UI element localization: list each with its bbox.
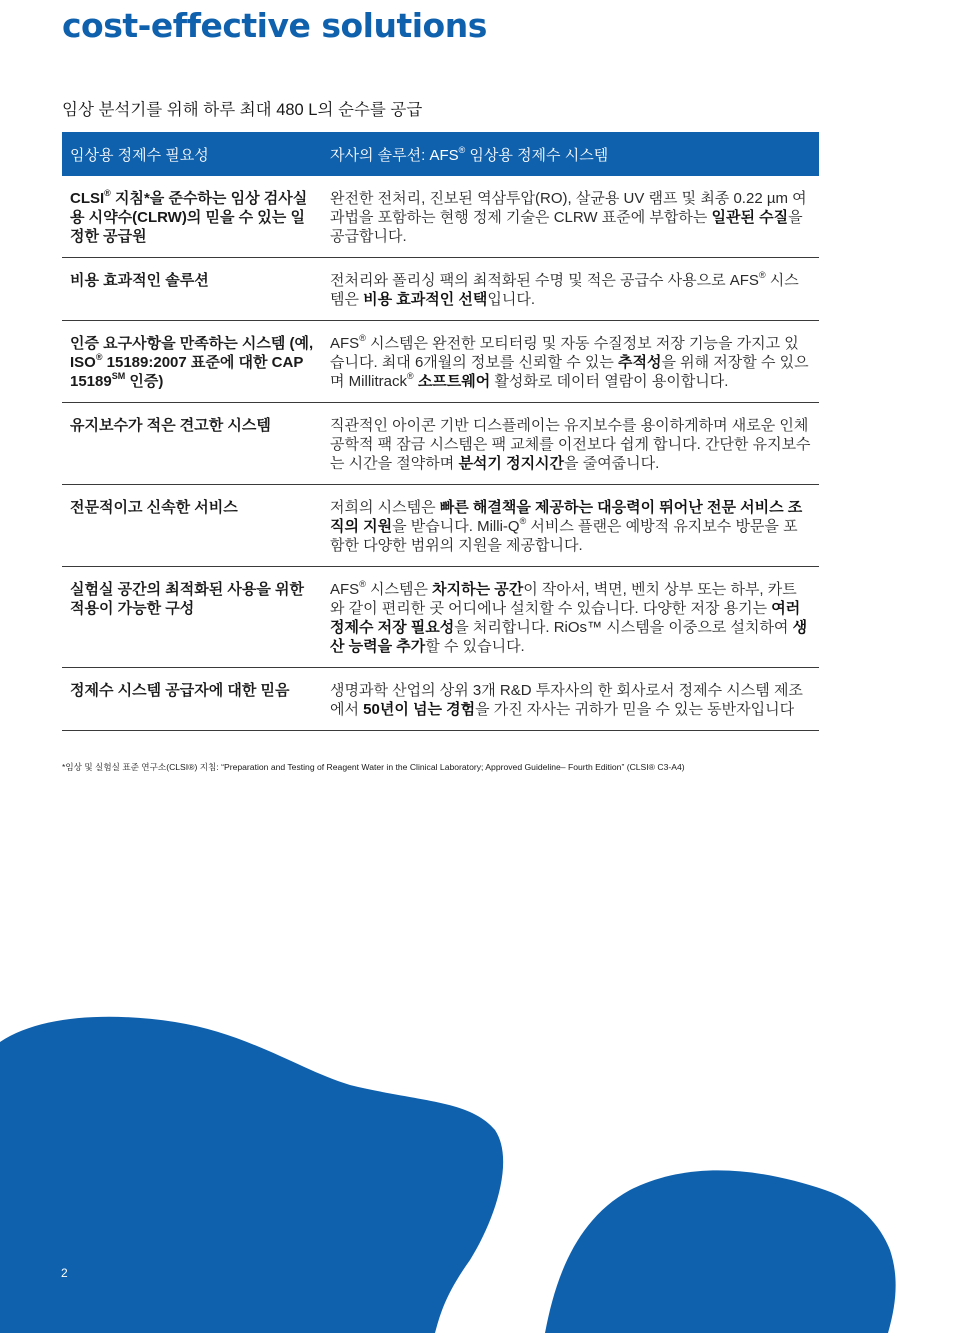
solution-cell: [323, 258, 819, 321]
cell-text: 을 공급합니다.: [330, 209, 803, 245]
table-row: [62, 485, 819, 567]
table-row: [62, 403, 819, 485]
solution-cell: [323, 485, 819, 567]
cell-text: 시스템은: [365, 581, 433, 598]
wave-shape-right: [545, 1170, 896, 1333]
solution-cell: [323, 176, 819, 258]
emphasis-text: 생산 능력을 추가: [330, 619, 808, 655]
table-row: [62, 668, 819, 731]
cell-text: 을 받습니다. Milli-Q: [392, 518, 520, 535]
cell-text: 시스템은 완전한 모티터링 및 자동 수질정보 저장 기능을 가지고 있습니다. 최대 6개월의 정보를 신뢰할 수 있는: [330, 335, 799, 371]
cell-text: 직관적인 아이콘 기반 디스플레이는 유지보수를 용이하게하며 새로운 인체공학적 팩 잠금 시스템은 팩 교체를 이전보다 쉽게 합니다. 간단한 유지보수는 시간을 절약하며: [330, 417, 811, 472]
table-header-row: [62, 132, 819, 176]
need-cell: [62, 668, 323, 731]
emphasis-text: 여러 정제수 저장 필요성: [330, 600, 801, 636]
cell-text: CLSI: [70, 190, 105, 207]
emphasis-text: 빠른 해결책을 제공하는 대응력이 뛰어난 전문 서비스 조직의 지원: [330, 499, 803, 535]
solutions-table: [62, 132, 819, 731]
page-subtitle: 임상 분석기를 위해 하루 최대 480 L의 순수를 공급: [62, 101, 423, 119]
emphasis-text: 분석기 정지시간: [458, 455, 565, 472]
registered-mark: ®: [359, 579, 366, 589]
table-row: [62, 321, 819, 403]
cell-text: 15189:2007 표준에 대한 CAP 15189: [70, 354, 304, 390]
need-cell: [62, 403, 323, 485]
cell-text: 서비스 플랜은 예방적 유지보수 방문을 포함한 다양한 범위의 지원을 제공합니다.: [330, 518, 798, 554]
cell-text: 인증): [125, 373, 164, 390]
cell-text: 을 줄여줍니다.: [564, 455, 660, 472]
cell-text: 이 작아서, 벽면, 벤치 상부 또는 하부, 카트와 같이 편리한 곳 어디에나 설치할 수 있습니다. 다양한 저장 용기는: [330, 581, 797, 617]
registered-mark: ®: [359, 333, 366, 343]
solution-cell: [323, 403, 819, 485]
cell-text: 전처리와 폴리싱 팩의 최적화된 수명 및 적은 공급수 사용으로 AFS: [330, 272, 759, 289]
need-cell: [62, 485, 323, 567]
cell-text: 생명과학 산업의 상위 3개 R&D 투자사의 한 회사로서 정제수 시스템 제조에서: [330, 682, 803, 718]
need-cell: [62, 176, 323, 258]
table-body: [62, 176, 819, 731]
decorative-blue-wave: [0, 990, 966, 1333]
need-cell: [62, 321, 323, 403]
emphasis-text: 차지하는 공간: [432, 581, 524, 598]
cell-text: 을 가진 자사는 귀하가 믿을 수 있는 동반자입니다: [475, 701, 795, 718]
emphasis-text: 추적성: [618, 354, 662, 371]
table-row: [62, 567, 819, 668]
registered-mark: ®: [407, 371, 414, 381]
footnote: *임상 및 실험실 표준 연구소(CLSI®) 지침: “Preparation and Testing of Reagent Water in the Clinical Laboratory; Approved Guideline– Fourth Edition” (CLSI® C3-A4): [62, 762, 685, 772]
cell-text: 비용 효과적인 솔루션: [70, 272, 209, 289]
cell-text: 지침*을 준수하는 임상 검사실용 시약수(CLRW)의 믿을 수 있는 일정한 공급원: [70, 190, 308, 245]
cell-text: AFS: [330, 581, 360, 598]
cell-text: 시스템은: [330, 272, 799, 308]
emphasis-text: 비용 효과적인 선택: [363, 291, 488, 308]
cell-text: AFS: [330, 335, 360, 352]
cell-text: 완전한 전처리, 진보된 역삼투압(RO), 살균용 UV 램프 및 최종 0.22 µm 여과법을 포함하는 현행 정제 기술은 CLRW 표준에 부합하는: [330, 190, 807, 226]
solution-cell: [323, 321, 819, 403]
cell-text: 전문적이고 신속한 서비스: [70, 499, 238, 516]
cell-text: 인증 요구사항을 만족하는 시스템 (예, ISO: [70, 335, 314, 371]
emphasis-text: 50년이 넘는 경험: [363, 701, 476, 718]
emphasis-text: 소프트웨어: [417, 373, 491, 390]
cell-text: 입니다.: [487, 291, 536, 308]
page-number: 2: [61, 1266, 68, 1280]
solution-cell: [323, 668, 819, 731]
cell-text: 유지보수가 적은 견고한 시스템: [70, 417, 271, 434]
registered-mark: ®: [519, 516, 527, 526]
emphasis-text: 일관된 수질: [711, 209, 789, 226]
cell-text: 실험실 공간의 최적화된 사용을 위한 적용이 가능한 구성: [70, 581, 305, 617]
need-cell: [62, 258, 323, 321]
registered-mark: SM: [111, 371, 126, 381]
cell-text: 정제수 시스템 공급자에 대한 믿음: [70, 682, 290, 699]
cell-text: 을 처리합니다. RiOs™ 시스템을 이중으로 설치하여: [454, 619, 793, 636]
cell-text: 할 수 있습니다.: [425, 638, 525, 655]
registered-mark: ®: [104, 188, 111, 198]
need-cell: [62, 567, 323, 668]
cell-text: 을 위해 저장할 수 있으며 Millitrack: [330, 354, 809, 390]
solution-cell: [323, 567, 819, 668]
cell-text: 저희의 시스템은: [330, 499, 440, 516]
registered-mark: ®: [758, 270, 766, 280]
page-title: cost-effective solutions: [62, 6, 487, 45]
table-row: [62, 258, 819, 321]
wave-shape-left: [0, 1017, 503, 1333]
header-need: 임상용 정제수 필요성: [62, 132, 323, 176]
header-solution: 자사의 솔루션: AFS® 임상용 정제수 시스템: [323, 132, 819, 176]
cell-text: 활성화로 데이터 열람이 용이합니다.: [490, 373, 729, 390]
table-row: [62, 176, 819, 258]
registered-mark: ®: [95, 352, 103, 362]
